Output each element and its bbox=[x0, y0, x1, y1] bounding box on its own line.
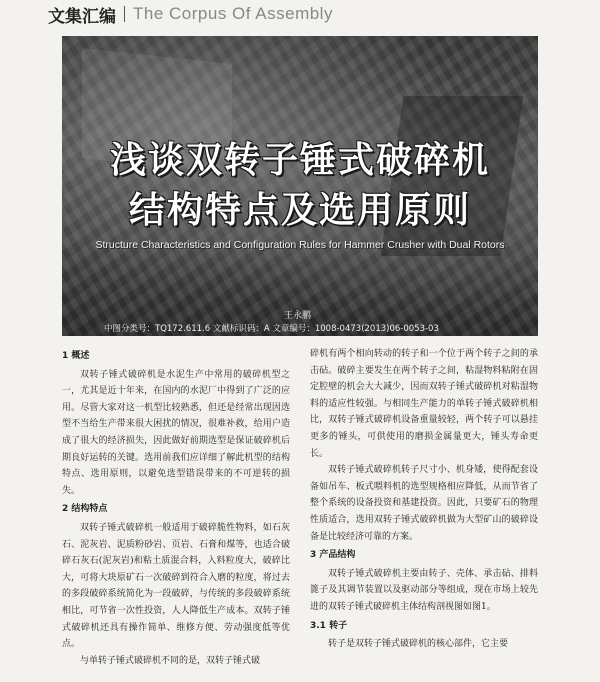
article-title-line1: 浅谈双转子锤式破碎机 bbox=[109, 140, 490, 181]
section-heading: 3 产品结构 bbox=[310, 550, 356, 561]
section-title-en: The Corpus Of Assembly bbox=[133, 4, 333, 23]
title-banner bbox=[62, 36, 538, 336]
paragraph: 双转子锤式破碎机转子尺寸小、机身矮，使得配套设备如吊车、板式喂料机的选型规格相应降低，从而节省了整个系统的设备投资和基建投资。因此，只要矿石的物理性质适合，选用双转子锤式破碎机做为大型矿山的破碎设备是比较经济可靠的方案。 bbox=[310, 465, 538, 542]
article-author: 王永鹏 bbox=[284, 311, 312, 321]
paragraph: 双转子锤式破碎机一般适用于破碎脆性物料，如石灰石、泥灰岩、泥质粉砂岩、页岩、石膏和煤等，也适合破碎石灰石(泥灰岩)和粘土质混合料，入料粒度大，破碎比大，可将大块原矿石一次破碎到符合入磨的粒度，将过去的多段破碎系统简化为一段破碎，与传统的多段破碎系统相比，可节省一次性投资，人人降低生产成本。双转子锤式破碎机还具有操作简单、维修方便、劳动强度低等优点。 bbox=[62, 522, 290, 650]
section-heading: 2 结构特点 bbox=[62, 504, 108, 515]
page-header bbox=[0, 0, 600, 28]
paragraph: 转子是双转子锤式破碎机的核心部件，它主要 bbox=[328, 639, 509, 650]
paragraph: 双转子锤式破碎机是水泥生产中常用的破碎机型之一，尤其是近十年来，在国内的水泥厂中得到了广泛的应用。尽管大家对这一机型比较熟悉，但还是经常出现因选型不当给生产带来很大困扰的情况，很难补救，给用户造成了很大的经济损失，因此做好前期选型是保证破碎机后期良好运转的关键。选用前我们应详细了解此机型的结构特点、选用原则，以避免选型错误带来的不可逆转的损失。 bbox=[62, 369, 290, 496]
section-title-zh: 文集汇编 bbox=[48, 6, 116, 27]
paragraph: 与单转子锤式破碎机不同的是，双转子锤式破 bbox=[80, 655, 261, 666]
left-column bbox=[62, 346, 290, 682]
right-column bbox=[310, 346, 538, 682]
paragraph: 双转子锤式破碎机主要由转子、壳体、承击砧、排料篦子及其调节装置以及驱动部分等组成，现在市场上较先进的双转子锤式破碎机主体结构剖视图如图1。 bbox=[310, 568, 538, 612]
header-divider bbox=[124, 6, 125, 22]
paragraph: 碎机有两个相向转动的转子和一个位于两个转子之间的承击砧。破碎主要发生在两个转子之间，粘湿物料粘附在固定腔壁的机会大大减少，因而双转子锤式破碎机对粘湿物料的适应性较强。与相同生产能力的单转子锤式破碎机相比，双转子锤式破碎机设备重量较轻，两个转子可以悬挂更多的锤头，可供使用的磨损金属量更大，锤头寿命更长。 bbox=[310, 349, 538, 459]
article-body bbox=[62, 346, 538, 682]
article-title-line2: 结构特点及选用原则 bbox=[128, 190, 471, 231]
article-subtitle-en: Structure Characteristics and Configuration Rules for Hammer Crusher with Dual Rotors bbox=[95, 239, 505, 251]
article-classification: 中图分类号：TQ172.611.6 文献标识码：A 文章编号：1008-0473(2013)06-0053-03 bbox=[104, 324, 439, 334]
section-heading: 3.1 转子 bbox=[310, 620, 348, 631]
section-heading: 1 概述 bbox=[62, 351, 90, 361]
